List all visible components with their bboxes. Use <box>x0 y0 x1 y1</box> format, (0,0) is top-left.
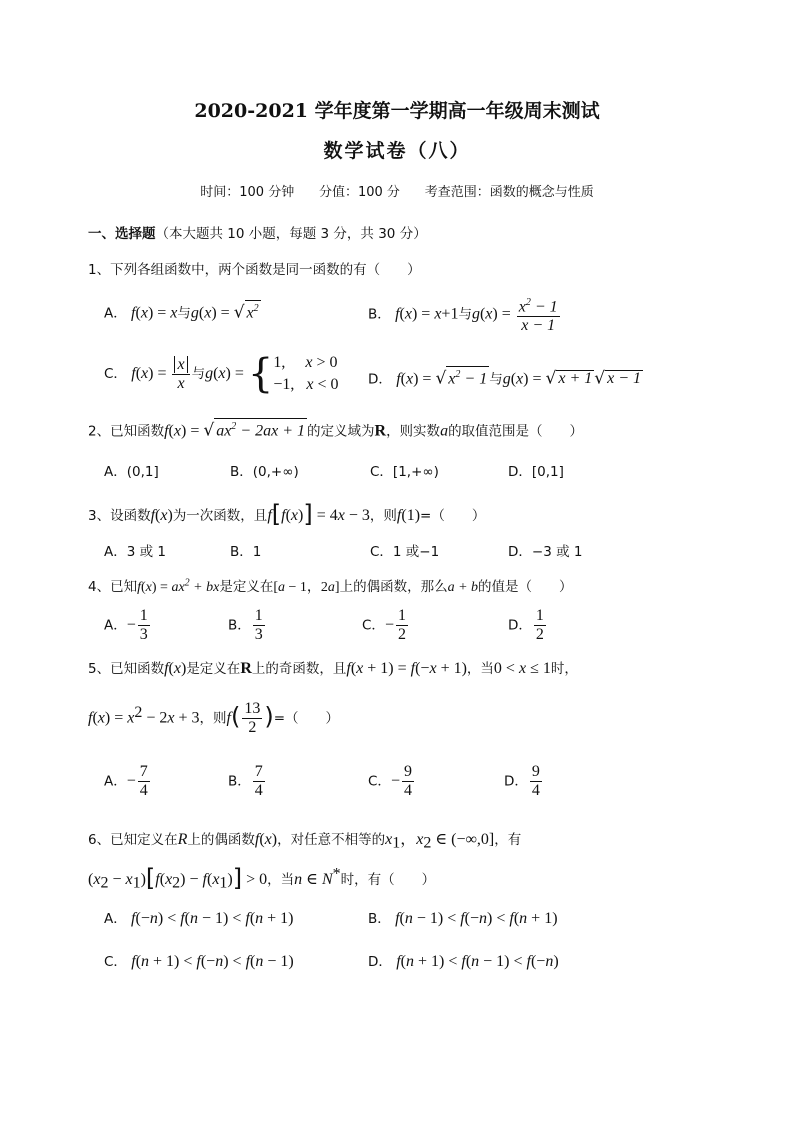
section-heading-rest: （本大题共 10 小题，每题 3 分，共 30 分） <box>155 226 427 242</box>
q6-line2-mid: ，当 <box>267 872 295 888</box>
denominator: 4 <box>139 782 148 799</box>
denominator: 4 <box>531 782 540 799</box>
question-4-stem: 4、已知$f(x) = ax^2$ + bx是定义在[a − 1，2a]上的偶函数，那么a + b的值是（ ） <box>88 577 573 595</box>
q5-option-d[interactable] <box>504 763 544 800</box>
q6-R: R <box>177 831 188 848</box>
q1-option-a[interactable]: A． f(x) = x与g(x) = √ $x^2$ <box>104 300 261 322</box>
q5-option-a[interactable] <box>104 763 152 800</box>
question-6-line2: $(x_2 - x_1)[f(x_2) - f(x_1)] > 0$，当n ∈ N*时，有（ ） <box>88 864 436 892</box>
yu-text: 与 <box>177 305 191 322</box>
q5-line2-mid: ，则 <box>199 710 227 727</box>
q3-pre: 3、设函数 <box>88 508 151 524</box>
option-label: B． <box>368 911 391 927</box>
question-3-stem: 3、设函数f(x)为一次函数，且f[f(x)] = 4x − 3，则f(1)=（ ） <box>88 500 486 528</box>
option-label: B． <box>228 617 251 634</box>
q5-mid: 是定义在 <box>186 661 241 677</box>
q4-post: 的值是（ ） <box>478 579 573 595</box>
q6-pre: 6、已知定义在 <box>88 832 178 848</box>
yu-text: 与 <box>489 371 503 388</box>
q5-option-c[interactable] <box>368 763 416 800</box>
q3-end: =（ ） <box>420 508 486 524</box>
q6-option-d[interactable]: D． f(n + 1) < f(n − 1) < f(−n) <box>368 953 559 970</box>
question-6-stem: 6、已知定义在R上的偶函数f(x)，对任意不相等的$x_1$，$x_2$ ∈ (−∞,0]，有 <box>88 831 522 852</box>
option-label: C． <box>362 617 385 634</box>
q2-option-d[interactable]: D．[0,1] <box>508 464 564 480</box>
section-heading <box>88 222 427 242</box>
numerator: 7 <box>139 763 148 780</box>
q4-option-d[interactable] <box>508 607 548 644</box>
q2-R: R <box>374 422 387 440</box>
numerator: 1 <box>139 607 148 624</box>
denominator: 4 <box>403 782 412 799</box>
numerator: 1 <box>397 607 406 624</box>
denominator: 4 <box>254 782 263 799</box>
option-label: C． <box>104 366 127 382</box>
q2-post: 的取值范围是（ ） <box>448 423 584 440</box>
question-5-stem: 5、已知函数f(x)是定义在R上的奇函数，且f(x + 1) = f(−x + 1)，当0 < x ≤ 1时， <box>88 660 578 677</box>
q5-post2: 时， <box>550 661 578 677</box>
q5-option-b[interactable] <box>228 763 267 800</box>
q4-mid2: 上的偶函数，那么 <box>339 579 448 595</box>
question-1-stem: 1、下列各组函数中，两个函数是同一函数的有（ ） <box>88 262 421 278</box>
q6-line2-end: 时，有（ ） <box>340 872 436 888</box>
yu-text: 与 <box>458 306 472 323</box>
sign: − <box>126 616 136 634</box>
sign: − <box>384 616 394 634</box>
option-label: A． <box>104 773 127 790</box>
option-label: B． <box>368 306 391 323</box>
numerator: 13 <box>244 700 261 717</box>
option-label: A． <box>104 305 127 322</box>
denominator: 2 <box>248 719 257 736</box>
q6-mid2: ，对任意不相等的 <box>277 832 386 848</box>
q4-pre: 4、已知 <box>88 579 138 595</box>
q2-option-a[interactable]: A．(0,1] <box>104 464 159 480</box>
q3-option-a[interactable]: A．3 或 1 <box>104 544 166 560</box>
option-label: C． <box>104 954 127 970</box>
numerator: 7 <box>254 763 263 780</box>
question-5-line2: $f(x) = x^2 - 2x + 3$，则f( $\frac{13}{2}$ )=（ ） <box>88 700 340 736</box>
q5-pre: 5、已知函数 <box>88 661 165 677</box>
q4-option-b[interactable] <box>228 607 267 644</box>
q5-mid2: 上的奇函数，且 <box>251 661 347 677</box>
yu-text: 与 <box>191 366 206 382</box>
q2-option-b[interactable]: B．(0,+∞) <box>230 464 299 480</box>
section-heading-bold: 一、选择题 <box>88 226 156 242</box>
option-label: B． <box>228 773 251 790</box>
option-label: A． <box>104 911 127 927</box>
paper-subtitle: 数学试卷（八） <box>323 140 471 162</box>
q1-option-c[interactable]: C． f(x) = $\frac{x}{x}$ 与g(x) = { 1, x > 0 −1, x < 0 <box>104 351 339 397</box>
q3-post: ，则 <box>369 508 397 524</box>
q3-option-c[interactable]: C．1 或−1 <box>370 544 440 560</box>
q5-line2-end: =（ ） <box>273 710 340 727</box>
sign: − <box>126 772 136 790</box>
q2-option-c[interactable]: C．[1,+∞) <box>370 464 439 480</box>
q6-option-b[interactable]: B． f(n − 1) < f(−n) < f(n + 1) <box>368 910 558 927</box>
q6-post: ，有 <box>494 832 522 848</box>
option-label: D． <box>368 954 392 970</box>
q6-option-a[interactable]: A． f(−n) < f(n − 1) < f(n + 1) <box>104 910 294 927</box>
q6-option-c[interactable]: C． f(n + 1) < f(−n) < f(n − 1) <box>104 953 294 970</box>
numerator: 9 <box>403 763 412 780</box>
denominator: 2 <box>535 626 544 643</box>
q1-option-d[interactable]: D． f(x) = √ $x^2 - 1$ 与g(x) = √ x + 1 √ x − 1 <box>368 366 643 388</box>
denominator: 3 <box>254 626 263 643</box>
q2-mid: 的定义域为 <box>307 423 375 440</box>
q5-post: ，当 <box>466 661 494 677</box>
option-label: D． <box>504 773 528 790</box>
exam-title: 2020-2021 学年度第一学期高一年级周末测试 <box>194 100 600 122</box>
q4-mid: 是定义在 <box>219 579 274 595</box>
option-label: D． <box>368 371 392 388</box>
question-2-stem: 2、已知函数f(x) = √ $ax^2 - 2ax + 1$ 的定义域为R，则实数a的取值范围是（ ） <box>88 418 583 440</box>
q3-mid: 为一次函数，且 <box>172 508 268 524</box>
q4-option-c[interactable] <box>362 607 410 644</box>
denominator: 2 <box>397 626 406 643</box>
denominator: 3 <box>139 626 148 643</box>
option-label: C． <box>368 773 391 790</box>
exam-info: 时间：100 分钟 分值：100 分 考查范围：函数的概念与性质 <box>200 185 594 200</box>
sign: − <box>390 772 400 790</box>
q5-R: R <box>240 660 252 677</box>
q3-option-b[interactable]: B．1 <box>230 544 262 560</box>
q1-option-b[interactable]: B． f(x) = x+1与g(x) = $\frac{x^2 - 1}{x - 1}$ <box>368 294 562 335</box>
option-label: D． <box>508 617 532 634</box>
numerator: 9 <box>531 763 540 780</box>
q4-option-a[interactable] <box>104 607 152 644</box>
q2-pre: 2、已知函数 <box>88 423 165 440</box>
numerator: 1 <box>254 607 263 624</box>
q6-mid: 上的偶函数 <box>187 832 255 848</box>
option-label: A． <box>104 617 127 634</box>
numerator: 1 <box>535 607 544 624</box>
q3-option-d[interactable]: D．−3 或 1 <box>508 544 583 560</box>
q2-mid2: ，则实数 <box>386 423 441 440</box>
